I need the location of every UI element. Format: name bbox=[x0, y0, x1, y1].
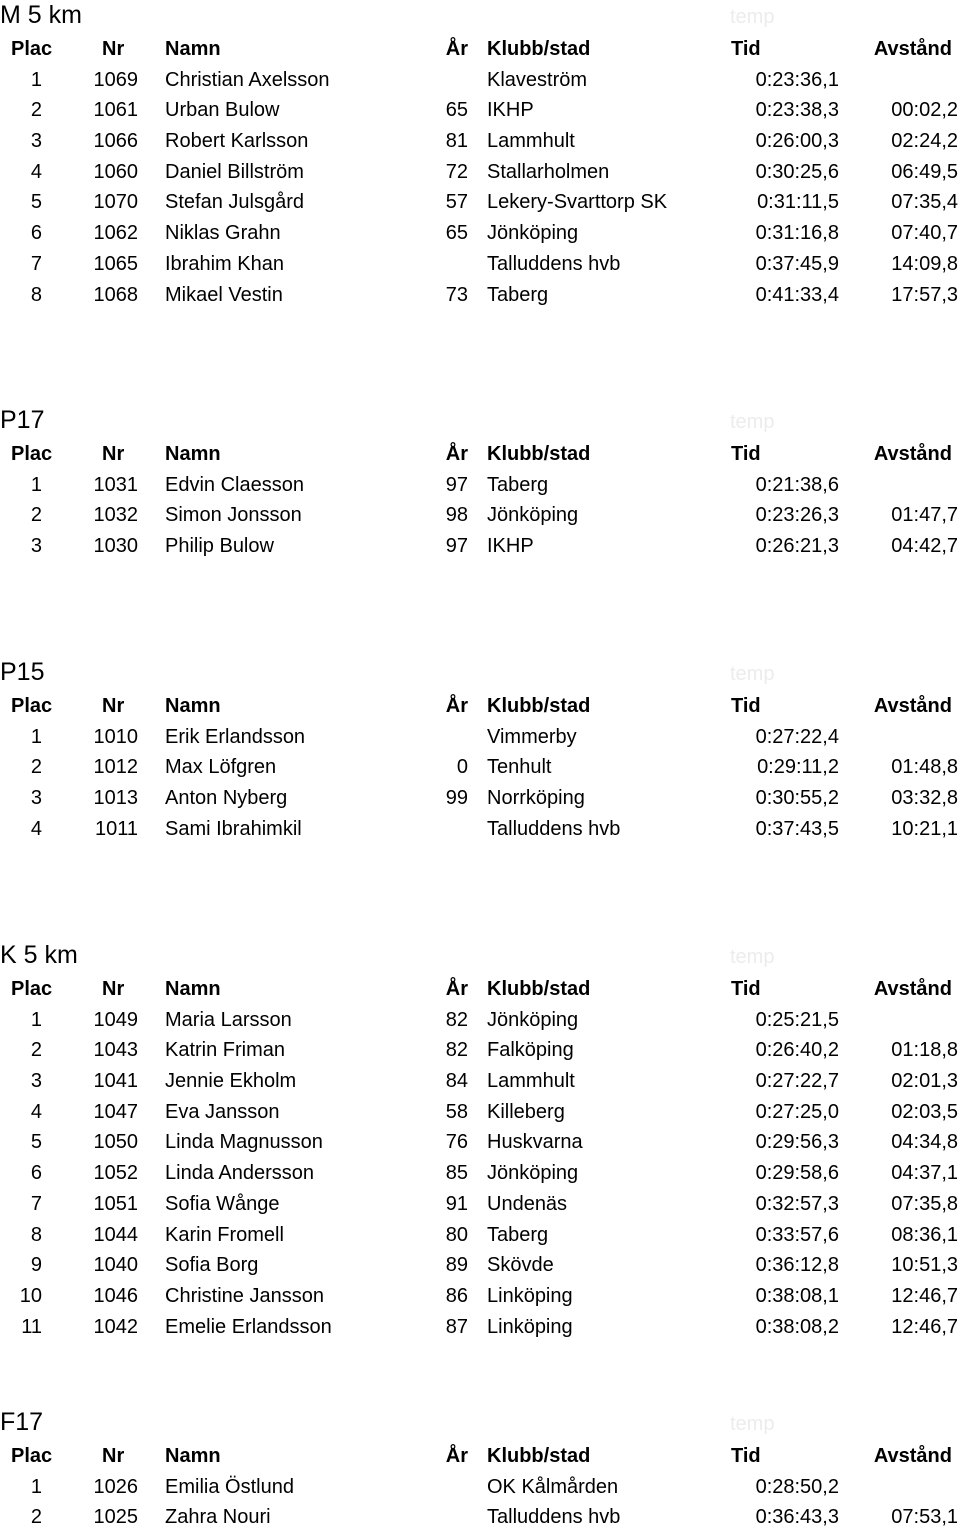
cell-tid: 0:31:16,8 bbox=[755, 222, 839, 245]
header-tid: Tid bbox=[731, 1445, 761, 1467]
cell-klubb: Linköping bbox=[487, 1284, 573, 1307]
cell-plac: 7 bbox=[30, 252, 42, 275]
cell-ar: 0 bbox=[456, 756, 468, 779]
cell-avstand: 06:49,5 bbox=[891, 160, 958, 183]
cell-plac: 8 bbox=[30, 1223, 42, 1246]
cell-nr: 1065 bbox=[93, 252, 138, 275]
cell-plac: 5 bbox=[30, 1131, 42, 1154]
cell-namn: Jennie Ekholm bbox=[165, 1070, 297, 1093]
header-namn: Namn bbox=[165, 695, 221, 717]
header-klubb: Klubb/stad bbox=[487, 695, 591, 717]
results-section bbox=[0, 405, 960, 562]
cell-ar: 82 bbox=[445, 1008, 468, 1031]
cell-klubb: Jönköping bbox=[487, 504, 579, 527]
table-row bbox=[0, 1066, 960, 1097]
header-klubb: Klubb/stad bbox=[487, 978, 591, 1000]
cell-avstand: 01:18,8 bbox=[891, 1039, 958, 1062]
cell-tid: 0:29:58,6 bbox=[755, 1162, 839, 1185]
section-title: K 5 km bbox=[0, 941, 78, 969]
header-plac: Plac bbox=[11, 1445, 53, 1467]
cell-ar: 82 bbox=[445, 1039, 468, 1062]
cell-klubb: IKHP bbox=[487, 535, 534, 558]
cell-avstand: 17:57,3 bbox=[891, 283, 958, 306]
table-row bbox=[0, 1035, 960, 1066]
section-title: P17 bbox=[0, 406, 45, 434]
cell-nr: 1010 bbox=[93, 725, 138, 748]
cell-namn: Christian Axelsson bbox=[165, 68, 330, 91]
cell-klubb: IKHP bbox=[487, 99, 534, 122]
header-ar: År bbox=[445, 443, 468, 465]
cell-nr: 1032 bbox=[93, 504, 138, 527]
header-tid: Tid bbox=[731, 443, 761, 465]
table-row bbox=[0, 814, 960, 845]
header-ar: År bbox=[445, 38, 468, 60]
header-avstand: Avstånd bbox=[873, 978, 952, 1000]
cell-tid: 0:41:33,4 bbox=[755, 283, 839, 306]
cell-tid: 0:23:36,1 bbox=[755, 68, 839, 91]
cell-tid: 0:37:45,9 bbox=[755, 252, 839, 275]
cell-nr: 1068 bbox=[93, 283, 138, 306]
cell-avstand: 10:21,1 bbox=[891, 817, 958, 840]
table-row bbox=[0, 1189, 960, 1220]
cell-ar: 73 bbox=[445, 283, 468, 306]
cell-namn: Sami Ibrahimkil bbox=[165, 817, 302, 840]
cell-tid: 0:26:21,3 bbox=[755, 535, 839, 558]
cell-namn: Linda Magnusson bbox=[165, 1131, 323, 1154]
table-row bbox=[0, 531, 960, 562]
cell-namn: Anton Nyberg bbox=[165, 787, 288, 810]
cell-klubb: Taberg bbox=[487, 1223, 549, 1246]
cell-tid: 0:26:00,3 bbox=[755, 130, 839, 153]
cell-namn: Eva Jansson bbox=[165, 1100, 280, 1123]
cell-tid: 0:27:25,0 bbox=[755, 1100, 839, 1123]
cell-klubb: OK Kålmården bbox=[487, 1475, 619, 1498]
cell-ar: 98 bbox=[445, 504, 468, 527]
cell-tid: 0:29:56,3 bbox=[755, 1131, 839, 1154]
cell-tid: 0:37:43,5 bbox=[755, 817, 839, 840]
header-ar: År bbox=[445, 1445, 468, 1467]
results-section bbox=[0, 0, 960, 310]
cell-namn: Urban Bulow bbox=[165, 99, 280, 122]
table-row bbox=[0, 1250, 960, 1281]
cell-klubb: Linköping bbox=[487, 1315, 573, 1338]
cell-avstand: 07:35,8 bbox=[891, 1192, 958, 1215]
cell-tid: 0:29:11,2 bbox=[757, 756, 839, 779]
table-row bbox=[0, 1312, 960, 1343]
table-row bbox=[0, 1127, 960, 1158]
cell-ar: 99 bbox=[445, 787, 468, 810]
cell-klubb: Jönköping bbox=[487, 1162, 579, 1185]
cell-tid: 0:21:38,6 bbox=[755, 473, 839, 496]
cell-plac: 8 bbox=[30, 283, 42, 306]
cell-ar: 57 bbox=[445, 191, 468, 214]
header-nr: Nr bbox=[102, 443, 125, 465]
cell-namn: Emelie Erlandsson bbox=[165, 1315, 332, 1338]
cell-klubb: Killeberg bbox=[487, 1100, 565, 1123]
results-section bbox=[0, 940, 960, 1342]
cell-ar: 58 bbox=[445, 1100, 468, 1123]
cell-plac: 11 bbox=[21, 1315, 42, 1338]
cell-nr: 1046 bbox=[93, 1284, 138, 1307]
cell-plac: 2 bbox=[30, 1506, 42, 1529]
cell-klubb: Norrköping bbox=[487, 787, 585, 810]
cell-plac: 2 bbox=[30, 1039, 42, 1062]
cell-nr: 1042 bbox=[93, 1315, 138, 1338]
cell-tid: 0:38:08,2 bbox=[755, 1315, 839, 1338]
header-klubb: Klubb/stad bbox=[487, 1445, 591, 1467]
temp-watermark: temp bbox=[730, 663, 775, 685]
table-header-row bbox=[0, 439, 960, 470]
cell-plac: 3 bbox=[30, 535, 42, 558]
cell-ar: 76 bbox=[445, 1131, 468, 1154]
header-plac: Plac bbox=[11, 443, 53, 465]
cell-namn: Erik Erlandsson bbox=[165, 725, 306, 748]
section-title: P15 bbox=[0, 658, 45, 686]
cell-plac: 1 bbox=[30, 473, 42, 496]
cell-ar: 65 bbox=[445, 99, 468, 122]
cell-tid: 0:23:38,3 bbox=[755, 99, 839, 122]
header-plac: Plac bbox=[11, 38, 53, 60]
temp-watermark: temp bbox=[730, 1413, 775, 1435]
cell-plac: 4 bbox=[30, 1100, 42, 1123]
header-nr: Nr bbox=[102, 38, 125, 60]
header-plac: Plac bbox=[11, 978, 53, 1000]
cell-plac: 2 bbox=[30, 756, 42, 779]
table-row bbox=[0, 218, 960, 249]
cell-nr: 1043 bbox=[93, 1039, 138, 1062]
temp-watermark: temp bbox=[730, 411, 775, 433]
cell-plac: 6 bbox=[30, 1162, 42, 1185]
cell-nr: 1047 bbox=[93, 1100, 138, 1123]
cell-plac: 4 bbox=[30, 817, 42, 840]
cell-klubb: Taberg bbox=[487, 283, 549, 306]
cell-plac: 1 bbox=[30, 68, 42, 91]
cell-tid: 0:33:57,6 bbox=[755, 1223, 839, 1246]
cell-klubb: Jönköping bbox=[487, 222, 579, 245]
section-title: M 5 km bbox=[0, 1, 82, 29]
cell-klubb: Skövde bbox=[487, 1254, 554, 1277]
cell-nr: 1051 bbox=[93, 1192, 138, 1215]
header-nr: Nr bbox=[102, 695, 125, 717]
cell-klubb: Huskvarna bbox=[487, 1131, 583, 1154]
cell-avstand: 02:24,2 bbox=[891, 130, 958, 153]
table-header-row bbox=[0, 34, 960, 65]
results-section bbox=[0, 657, 960, 844]
table-row bbox=[0, 470, 960, 501]
table-row bbox=[0, 187, 960, 218]
cell-ar: 87 bbox=[445, 1315, 468, 1338]
cell-avstand: 00:02,2 bbox=[891, 99, 958, 122]
cell-avstand: 10:51,3 bbox=[891, 1254, 958, 1277]
cell-tid: 0:31:11,5 bbox=[757, 191, 839, 214]
cell-tid: 0:30:55,2 bbox=[755, 787, 839, 810]
cell-nr: 1025 bbox=[93, 1506, 138, 1529]
cell-ar: 97 bbox=[445, 535, 468, 558]
cell-tid: 0:26:40,2 bbox=[755, 1039, 839, 1062]
cell-tid: 0:28:50,2 bbox=[755, 1475, 839, 1498]
cell-nr: 1061 bbox=[93, 99, 138, 122]
cell-plac: 6 bbox=[30, 222, 42, 245]
header-tid: Tid bbox=[731, 695, 761, 717]
cell-tid: 0:27:22,4 bbox=[755, 725, 839, 748]
cell-plac: 5 bbox=[30, 191, 42, 214]
cell-nr: 1030 bbox=[93, 535, 138, 558]
temp-watermark: temp bbox=[730, 946, 775, 968]
cell-avstand: 04:42,7 bbox=[891, 535, 958, 558]
cell-namn: Katrin Friman bbox=[165, 1039, 286, 1062]
cell-avstand: 12:46,7 bbox=[891, 1315, 958, 1338]
cell-ar: 86 bbox=[445, 1284, 468, 1307]
table-row bbox=[0, 1220, 960, 1251]
cell-klubb: Talluddens hvb bbox=[487, 252, 621, 275]
header-namn: Namn bbox=[165, 978, 221, 1000]
cell-plac: 1 bbox=[30, 1475, 42, 1498]
cell-nr: 1026 bbox=[93, 1475, 138, 1498]
cell-plac: 4 bbox=[30, 160, 42, 183]
cell-klubb: Talluddens hvb bbox=[487, 1506, 621, 1529]
header-klubb: Klubb/stad bbox=[487, 443, 591, 465]
cell-namn: Ibrahim Khan bbox=[165, 252, 284, 275]
cell-namn: Robert Karlsson bbox=[165, 130, 309, 153]
table-header-row bbox=[0, 691, 960, 722]
cell-plac: 1 bbox=[30, 725, 42, 748]
table-row bbox=[0, 1097, 960, 1128]
cell-avstand: 07:35,4 bbox=[891, 191, 958, 214]
table-row bbox=[0, 1472, 960, 1503]
table-row bbox=[0, 722, 960, 753]
cell-klubb: Stallarholmen bbox=[487, 160, 610, 183]
header-avstand: Avstånd bbox=[873, 695, 952, 717]
cell-klubb: Undenäs bbox=[487, 1192, 568, 1215]
cell-nr: 1011 bbox=[94, 817, 138, 840]
header-namn: Namn bbox=[165, 443, 221, 465]
table-row bbox=[0, 783, 960, 814]
cell-nr: 1044 bbox=[93, 1223, 138, 1246]
table-row bbox=[0, 249, 960, 280]
cell-namn: Daniel Billström bbox=[165, 160, 304, 183]
cell-tid: 0:23:26,3 bbox=[755, 504, 839, 527]
cell-tid: 0:25:21,5 bbox=[755, 1008, 839, 1031]
table-row bbox=[0, 65, 960, 96]
header-nr: Nr bbox=[102, 978, 125, 1000]
cell-ar: 81 bbox=[445, 130, 468, 153]
cell-avstand: 14:09,8 bbox=[891, 252, 958, 275]
cell-tid: 0:36:12,8 bbox=[755, 1254, 839, 1277]
cell-tid: 0:27:22,7 bbox=[755, 1070, 839, 1093]
cell-nr: 1049 bbox=[93, 1008, 138, 1031]
table-row bbox=[0, 126, 960, 157]
header-tid: Tid bbox=[731, 978, 761, 1000]
cell-namn: Sofia Borg bbox=[165, 1254, 259, 1277]
cell-klubb: Vimmerby bbox=[487, 725, 577, 748]
table-header-row bbox=[0, 1441, 960, 1472]
cell-avstand: 02:03,5 bbox=[891, 1100, 958, 1123]
cell-ar: 80 bbox=[445, 1223, 468, 1246]
table-row bbox=[0, 95, 960, 126]
table-row bbox=[0, 1005, 960, 1036]
table-row bbox=[0, 157, 960, 188]
cell-plac: 3 bbox=[30, 1070, 42, 1093]
cell-avstand: 08:36,1 bbox=[891, 1223, 958, 1246]
cell-ar: 84 bbox=[445, 1070, 468, 1093]
cell-tid: 0:32:57,3 bbox=[755, 1192, 839, 1215]
cell-namn: Christine Jansson bbox=[165, 1284, 324, 1307]
cell-klubb: Lammhult bbox=[487, 1070, 575, 1093]
cell-nr: 1052 bbox=[93, 1162, 138, 1185]
header-avstand: Avstånd bbox=[873, 1445, 952, 1467]
cell-avstand: 03:32,8 bbox=[891, 787, 958, 810]
cell-ar: 85 bbox=[445, 1162, 468, 1185]
cell-klubb: Falköping bbox=[487, 1039, 574, 1062]
header-nr: Nr bbox=[102, 1445, 125, 1467]
cell-nr: 1066 bbox=[93, 130, 138, 153]
cell-ar: 89 bbox=[445, 1254, 468, 1277]
cell-ar: 91 bbox=[445, 1192, 468, 1215]
cell-klubb: Klaveström bbox=[487, 68, 588, 91]
cell-plac: 3 bbox=[30, 787, 42, 810]
cell-avstand: 01:48,8 bbox=[891, 756, 958, 779]
cell-avstand: 01:47,7 bbox=[891, 504, 958, 527]
temp-watermark: temp bbox=[730, 6, 775, 28]
table-row bbox=[0, 500, 960, 531]
table-row bbox=[0, 280, 960, 311]
cell-nr: 1062 bbox=[93, 222, 138, 245]
cell-namn: Zahra Nouri bbox=[165, 1506, 271, 1529]
cell-nr: 1040 bbox=[93, 1254, 138, 1277]
cell-namn: Mikael Vestin bbox=[165, 283, 283, 306]
table-row bbox=[0, 1502, 960, 1533]
cell-nr: 1060 bbox=[93, 160, 138, 183]
cell-klubb: Tenhult bbox=[487, 756, 552, 779]
cell-tid: 0:30:25,6 bbox=[755, 160, 839, 183]
cell-namn: Maria Larsson bbox=[165, 1008, 292, 1031]
cell-plac: 9 bbox=[30, 1254, 42, 1277]
table-header-row bbox=[0, 974, 960, 1005]
header-ar: År bbox=[445, 695, 468, 717]
cell-avstand: 04:34,8 bbox=[891, 1131, 958, 1154]
cell-ar: 72 bbox=[445, 160, 468, 183]
header-namn: Namn bbox=[165, 1445, 221, 1467]
cell-nr: 1013 bbox=[93, 787, 138, 810]
cell-nr: 1041 bbox=[93, 1070, 138, 1093]
cell-avstand: 04:37,1 bbox=[891, 1162, 958, 1185]
header-klubb: Klubb/stad bbox=[487, 38, 591, 60]
cell-avstand: 02:01,3 bbox=[891, 1070, 958, 1093]
cell-avstand: 07:53,1 bbox=[891, 1506, 958, 1529]
cell-namn: Niklas Grahn bbox=[165, 222, 281, 245]
cell-plac: 10 bbox=[19, 1284, 42, 1307]
cell-klubb: Lekery-Svarttorp SK bbox=[487, 191, 668, 214]
cell-namn: Stefan Julsgård bbox=[165, 191, 304, 214]
cell-namn: Philip Bulow bbox=[165, 535, 274, 558]
cell-plac: 2 bbox=[30, 504, 42, 527]
cell-namn: Emilia Östlund bbox=[165, 1475, 294, 1498]
table-row bbox=[0, 1281, 960, 1312]
results-section bbox=[0, 1407, 960, 1533]
header-avstand: Avstånd bbox=[873, 38, 952, 60]
header-ar: År bbox=[445, 978, 468, 1000]
cell-ar: 97 bbox=[445, 473, 468, 496]
cell-klubb: Jönköping bbox=[487, 1008, 579, 1031]
cell-plac: 1 bbox=[30, 1008, 42, 1031]
cell-nr: 1069 bbox=[93, 68, 138, 91]
cell-namn: Linda Andersson bbox=[165, 1162, 315, 1185]
header-avstand: Avstånd bbox=[873, 443, 952, 465]
cell-ar: 65 bbox=[445, 222, 468, 245]
cell-plac: 2 bbox=[30, 99, 42, 122]
cell-klubb: Talluddens hvb bbox=[487, 817, 621, 840]
header-tid: Tid bbox=[731, 38, 761, 60]
cell-avstand: 12:46,7 bbox=[891, 1284, 958, 1307]
cell-nr: 1031 bbox=[93, 473, 138, 496]
cell-avstand: 07:40,7 bbox=[891, 222, 958, 245]
cell-namn: Simon Jonsson bbox=[165, 504, 302, 527]
cell-namn: Sofia Wånge bbox=[165, 1192, 280, 1215]
cell-plac: 7 bbox=[30, 1192, 42, 1215]
header-plac: Plac bbox=[11, 695, 53, 717]
table-row bbox=[0, 1158, 960, 1189]
section-title: F17 bbox=[0, 1408, 44, 1436]
cell-klubb: Lammhult bbox=[487, 130, 575, 153]
cell-klubb: Taberg bbox=[487, 473, 549, 496]
cell-nr: 1050 bbox=[93, 1131, 138, 1154]
cell-tid: 0:38:08,1 bbox=[755, 1284, 839, 1307]
table-row bbox=[0, 752, 960, 783]
cell-namn: Max Löfgren bbox=[165, 756, 277, 779]
header-namn: Namn bbox=[165, 38, 221, 60]
cell-nr: 1012 bbox=[93, 756, 138, 779]
cell-namn: Karin Fromell bbox=[165, 1223, 284, 1246]
cell-namn: Edvin Claesson bbox=[165, 473, 304, 496]
cell-plac: 3 bbox=[30, 130, 42, 153]
cell-tid: 0:36:43,3 bbox=[755, 1506, 839, 1529]
cell-nr: 1070 bbox=[93, 191, 138, 214]
